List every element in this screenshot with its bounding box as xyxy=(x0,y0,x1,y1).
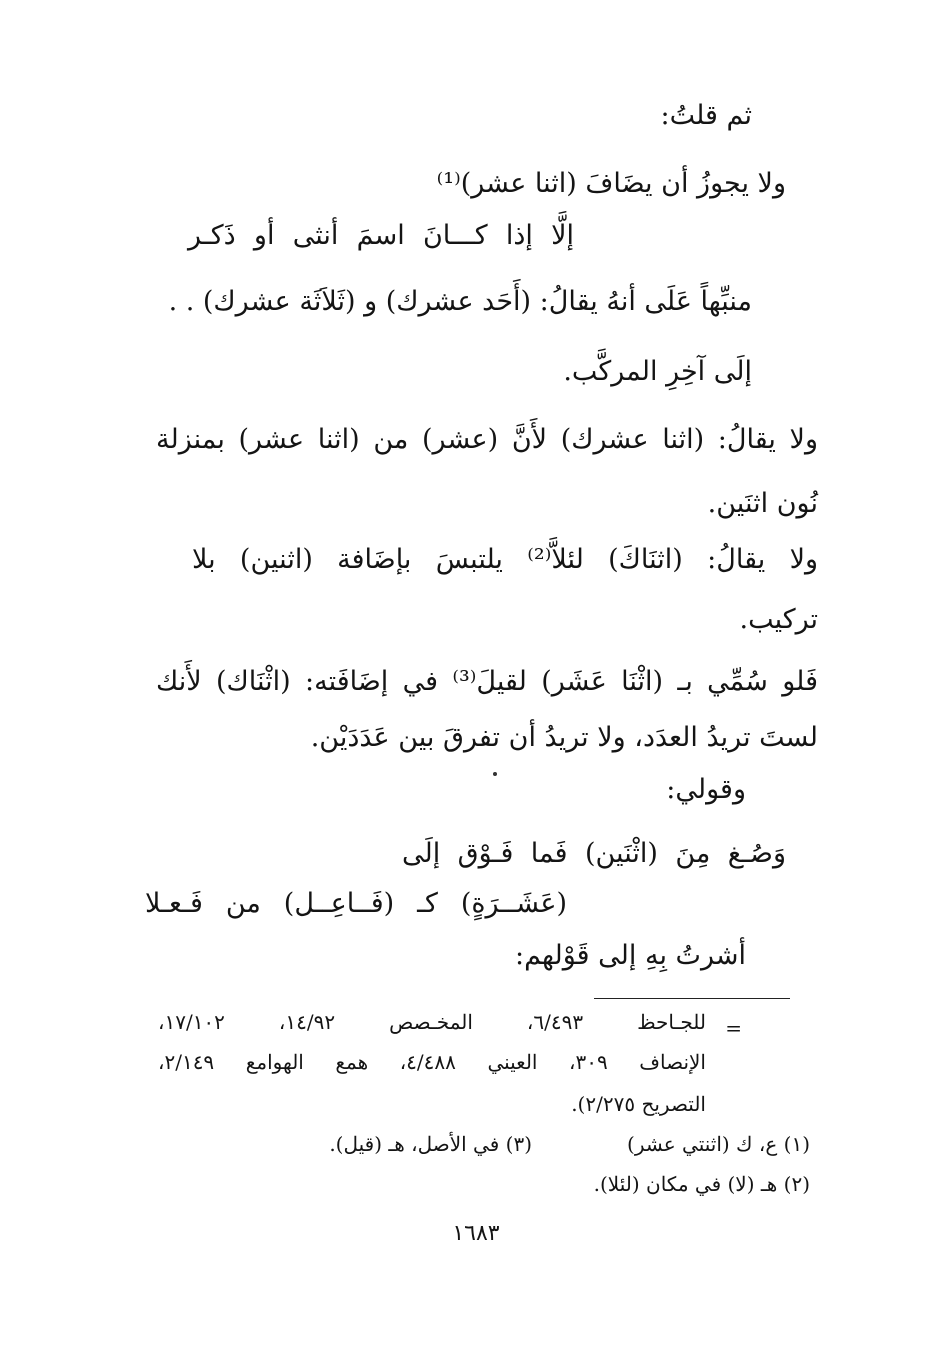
footnote-3: (٣) في الأصل، هـ (قيل). xyxy=(329,1132,532,1156)
footnote-continuation-line-1: للجـاحظ ٦/٤٩٣، المخـصص ١٤/٩٢، ١٧/١٠٢، xyxy=(158,1010,706,1034)
body-line-10: لستَ تريدُ العدَد، ولا تريدُ أن تفرقَ بين عَدَدَيْن. xyxy=(310,722,818,753)
footnote-divider xyxy=(594,998,790,999)
scan-speck xyxy=(493,772,497,776)
body-line-6: نُون اثنَين. xyxy=(707,488,818,519)
body-line-11: وقولي: xyxy=(666,774,746,805)
body-line-4: إلَى آخِرِ المركَّب. xyxy=(563,356,752,387)
footnote-continuation-line-2: الإنصاف ٣٠٩، العيني ٤/٤٨٨، همع الهوامع ٢/١٤٩، xyxy=(158,1050,706,1074)
body-line-8: تركيب. xyxy=(739,604,818,635)
verse-line-1: إلَّا إذا كـــانَ اسمَ أنثى أو ذَكـر xyxy=(188,220,574,251)
body-line-9: فَلو سُمِّي بـ (اثْنَا عَشَر) لقيلَ⁽³⁾ في إضَافَته: (اثْنَاك) لأَنك xyxy=(156,666,818,697)
footnote-continuation-line-3: التصريح ٢/٢٧٥). xyxy=(571,1092,706,1116)
body-line-12: أشرتُ بِهِ إلى قَوْلهم: xyxy=(514,940,746,971)
body-line-5: ولا يقالُ: (اثنا عشرك) لأَنَّ (عشر) من (اثنا عشر) بمنزلة xyxy=(156,424,818,455)
body-line-7: ولا يقالُ: (اثنَاكَ) لئلاَّ⁽²⁾ يلتبسَ بإضَافة (اثنين) بلا xyxy=(192,544,819,575)
body-line-2: ولا يجوزُ أن يضَافَ (اثنا عشر)⁽¹⁾ xyxy=(436,168,786,199)
footnote-continuation-marker: = xyxy=(725,1016,742,1040)
footnote-2: (٢) هـ (لا) في مكان (لئلا). xyxy=(593,1172,810,1196)
body-line-3: منبِّهاً عَلَى أنهُ يقالُ: (أَحَد عشرك) و (ثَلاَثَة عشرك) . . xyxy=(168,286,752,317)
body-line-1: ثم قلتُ: xyxy=(660,100,752,131)
verse-line-2: وَصُـغ مِنَ (اثْنَين) فَما فَـوْق إلَى xyxy=(402,838,786,869)
verse-line-3: (عَشَــرَةٍ) كـ (فَــاعِــل) من فَـعـلا xyxy=(145,888,567,919)
page-number: ١٦٨٣ xyxy=(452,1221,500,1246)
footnote-1: (١) ع، ك (اثنتي عشر) xyxy=(627,1132,810,1156)
